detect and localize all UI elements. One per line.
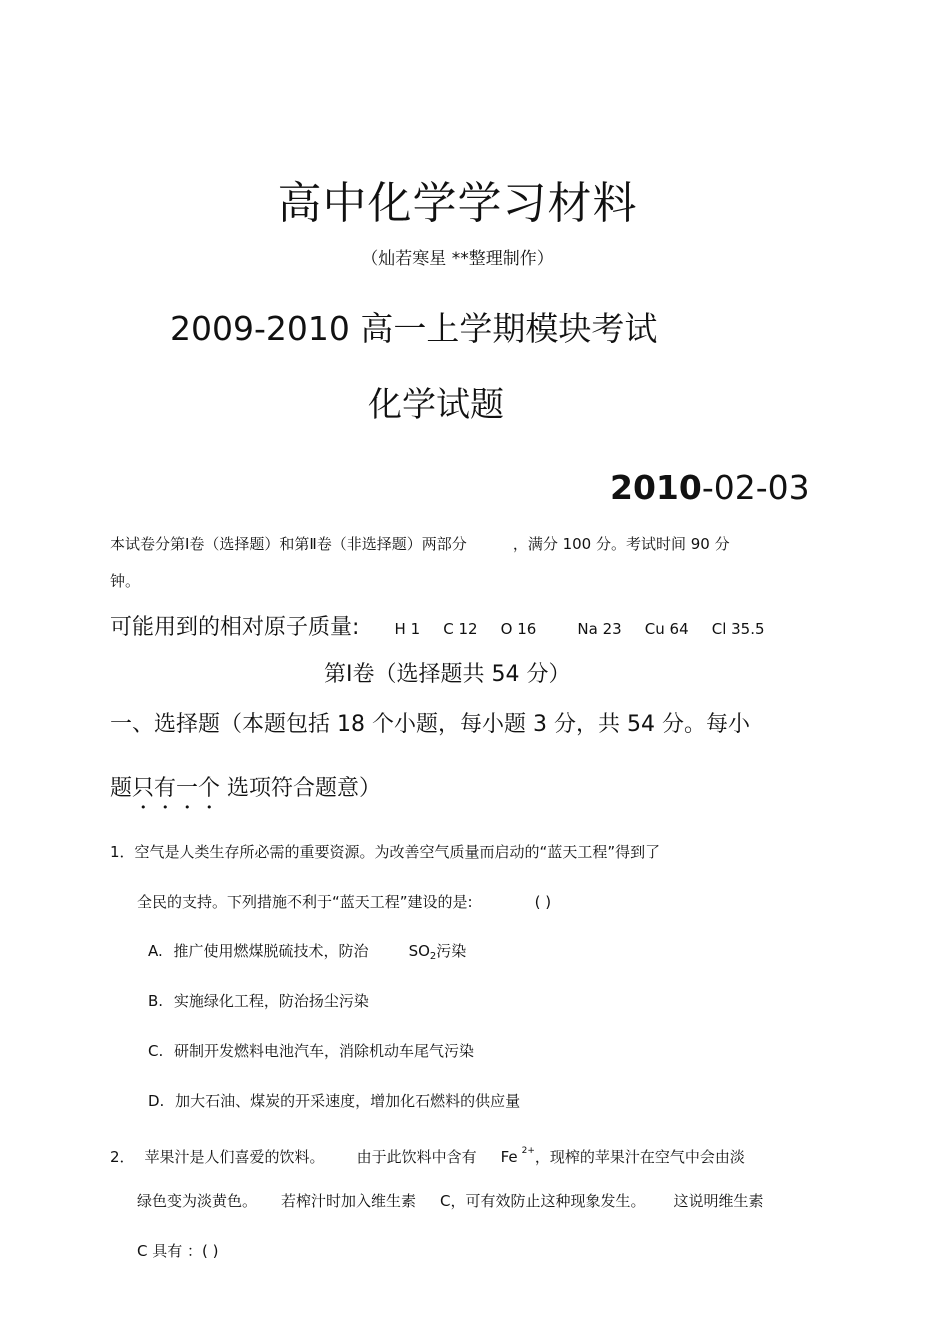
question-2-line-2 <box>137 1190 764 1212</box>
question-1-option-d <box>148 1090 520 1112</box>
atomic-mass-cl: Cl 35.5 <box>711 620 765 638</box>
intro-line-1-a: 本试卷分第Ⅰ卷（选择题）和第Ⅱ卷（非选择题）两部分 <box>110 535 467 553</box>
option-formula: SO <box>408 942 430 960</box>
option-text-end: 污染 <box>436 942 467 960</box>
question-2-line-1 <box>110 1140 745 1168</box>
question-1-line-1 <box>110 841 660 863</box>
instruction-post: 选项符合题意） <box>220 776 382 801</box>
option-text: 推广使用燃煤脱硫技术，防治 <box>173 942 369 960</box>
option-letter: C. <box>148 1042 164 1060</box>
section-1-instruction-line-2 <box>110 774 381 814</box>
subject-title: 化学试题 <box>368 385 504 425</box>
question-1-stem-2: 全民的支持。下列措施不利于“蓝天工程”建设的是: <box>137 893 473 911</box>
question-2-line-3: C 具有 ：( ) <box>137 1242 219 1260</box>
option-letter: D. <box>148 1092 165 1110</box>
question-2-stem-2c: C，可有效防止这种现象发生。 <box>440 1192 646 1210</box>
document-title: 高中化学学习材料 <box>277 178 638 229</box>
exam-date-rest: -02-03 <box>701 468 810 507</box>
question-2-number: 2． <box>110 1148 135 1166</box>
exam-date <box>610 468 810 508</box>
question-1-stem-1: 空气是人类生存所必需的重要资源。为改善空气质量而启动的“蓝天工程”得到了 <box>134 843 661 861</box>
question-2-stem-1c: ，现榨的苹果汁在空气中会由淡 <box>534 1148 745 1166</box>
question-2-stem-1a: 苹果汁是人们喜爱的饮料。 <box>144 1148 325 1166</box>
question-1-option-a <box>148 940 466 968</box>
question-1-option-c <box>148 1040 474 1062</box>
question-2-ion: Fe <box>500 1148 518 1166</box>
section-1-heading: 第Ⅰ卷（选择题共 54 分） <box>324 662 571 687</box>
section-1-instruction-line-1: 一、选择题（本题包括 18 个小题，每小题 3 分，共 54 分。每小 <box>110 712 750 737</box>
option-text: 实施绿化工程，防治扬尘污染 <box>173 992 369 1010</box>
question-2-stem-2d: 这说明维生素 <box>673 1192 764 1210</box>
atomic-mass-h: H 1 <box>394 620 421 638</box>
intro-line-2: 钟。 <box>110 572 141 590</box>
atomic-mass-na: Na 23 <box>577 620 622 638</box>
question-2-ion-charge: 2+ <box>521 1146 535 1156</box>
exam-date-year: 2010 <box>610 468 702 507</box>
question-1-answer-bracket: ( ) <box>534 893 552 911</box>
option-letter: B. <box>148 992 164 1010</box>
question-2-stem-1b: 由于此饮料中含有 <box>356 1148 477 1166</box>
instruction-emphasis: 只有一个 <box>132 776 221 801</box>
question-2-stem-2b: 若榨汁时加入维生素 <box>281 1192 417 1210</box>
intro-line-1 <box>110 533 730 555</box>
option-text: 加大石油、煤炭的开采速度，增加化石燃料的供应量 <box>175 1092 521 1110</box>
intro-line-1-b: ，满分 100 分。考试时间 90 分 <box>512 535 730 553</box>
option-text: 研制开发燃料电池汽车，消除机动车尾气污染 <box>174 1042 475 1060</box>
exam-title: 2009-2010 高一上学期模块考试 <box>170 309 658 348</box>
question-1-number: 1． <box>110 843 135 861</box>
instruction-pre: 题 <box>110 776 133 801</box>
option-formula-subscript: 2 <box>429 951 437 962</box>
atomic-mass-o: O 16 <box>500 620 537 638</box>
atomic-mass-c: C 12 <box>443 620 478 638</box>
question-1-option-b <box>148 990 369 1012</box>
atomic-mass-line <box>110 613 765 643</box>
option-letter: A. <box>148 942 163 960</box>
atomic-mass-cu: Cu 64 <box>644 620 689 638</box>
question-1-line-2 <box>137 891 551 913</box>
atomic-mass-label: 可能用到的相对原子质量: <box>110 615 360 640</box>
document-subtitle: （灿若寒星 **整理制作） <box>361 249 554 269</box>
question-2-stem-2a: 绿色变为淡黄色。 <box>137 1192 258 1210</box>
